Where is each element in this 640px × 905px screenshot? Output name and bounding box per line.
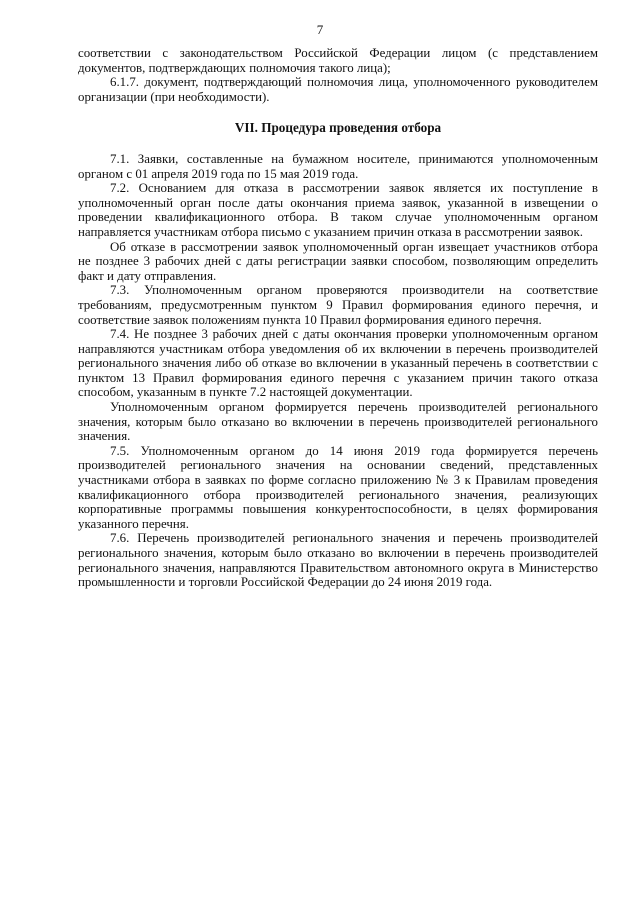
- paragraph-7-5: 7.5. Уполномоченным органом до 14 июня 2019 года формируется перечень производителей регионального значения на основании сведений, представленных участниками отбора в заявках по форме согласно приложению № 3 к Правилам проведения квалификационного отбора производителей регионального значения, реализующих корпоративные программы повышения конкурентоспособности, в целях формирования указанного перечня.: [78, 443, 598, 531]
- section-title: VII. Процедура проведения отбора: [234, 120, 442, 136]
- paragraph-7-4: 7.4. Не позднее 3 рабочих дней с даты окончания проверки уполномоченным органом направляются участникам отбора уведомления об их включении в перечень производителей регионального значения либо об отказе во включении в указанный перечень в соответствии с пунктом 13 Правил формирования единого перечня с указанием причин такого отказа способом, указанным в пункте 7.2 настоящей документации.: [78, 327, 598, 400]
- paragraph-7-2: 7.2. Основанием для отказа в рассмотрении заявок является их поступление в уполномоченный орган после даты окончания приема заявок, указанной в извещении о проведении квалификационного отбора. В таком случае уполномоченным органом направляется участникам отбора письмо с указанием причин отказа в рассмотрении заявок.: [78, 181, 598, 239]
- paragraph-7-1: 7.1. Заявки, составленные на бумажном носителе, принимаются уполномоченным органом с 01 апреля 2019 года по 15 мая 2019 года.: [78, 151, 598, 181]
- paragraph-continuation: соответствии с законодательством Российской Федерации лицом (с представлением документов, подтверждающих полномочия такого лица);: [78, 46, 598, 75]
- paragraph-7-2-refusal-notice: Об отказе в рассмотрении заявок уполномоченный орган извещает участников отбора не позднее 3 рабочих дней с даты регистрации заявки способом, позволяющим определить факт и дату отправления.: [78, 239, 598, 283]
- paragraph-7-3: 7.3. Уполномоченным органом проверяются производители на соответствие требованиям, предусмотренным пунктом 9 Правил формирования единого перечня, и соответствие заявок положениям пункта 10 Правил формирования единого перечня.: [78, 283, 598, 327]
- page-number: 7: [316, 22, 324, 37]
- document-body: [78, 46, 598, 590]
- paragraph-7-6: 7.6. Перечень производителей регионального значения и перечень производителей регионального значения, которым было отказано во включении в перечень производителей регионального значения, направляются Правительством автономного округа в Министерство промышленности и торговли Российской Федерации до 24 июня 2019 года.: [78, 531, 598, 590]
- paragraph-7-4-refused-list: Уполномоченным органом формируется перечень производителей регионального значения, которым было отказано во включении в перечень производителей регионального значения.: [78, 400, 598, 444]
- paragraph-6-1-7: 6.1.7. документ, подтверждающий полномочия лица, уполномоченного руководителем организации (при необходимости).: [78, 75, 598, 104]
